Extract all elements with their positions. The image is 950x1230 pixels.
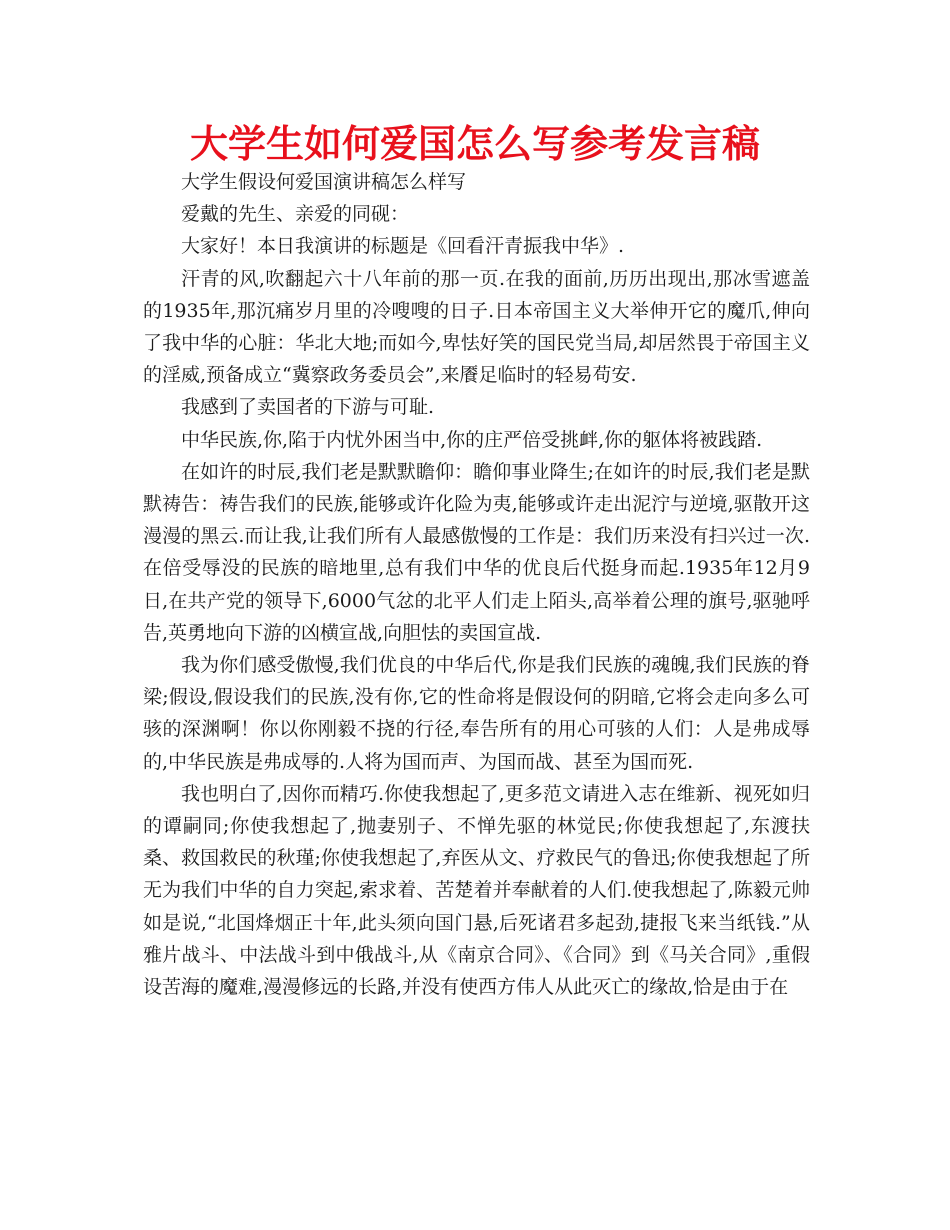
paragraph-salutation: 爱戴的先生、亲爱的同砚： xyxy=(181,203,410,226)
paragraph-shame: 我感到了卖国者的下游与可耻. xyxy=(181,396,435,419)
paragraph-greeting: 大家好！本日我演讲的标题是《回看汗青振我中华》. xyxy=(181,235,625,258)
paragraph-subtitle: 大学生假设何爱国演讲稿怎么样写 xyxy=(181,171,467,193)
paragraph-prayer: 在如许的时辰,我们老是默默瞻仰：瞻仰事业降生;在如许的时辰,我们老是默默祷告：祷告我们的民族,能够或许化险为夷,能够或许走出泥泞与逆境,驱散开这漫漫的黑云.而让我,让我们所有人最感傲慢的工作是：我们历来没有扫兴过一次.在倍受辱没的民族的暗地里,总有我们中华的优良后代挺身而起.1935年12月9日,在共产党的领导下,6000气忿的北平人们走上陌头,高举着公理的旗号,驱驰呼告,英勇地向下游的凶横宣战,向胆怯的卖国宣战. xyxy=(143,460,810,644)
paragraph-pride: 我为你们感受傲慢,我们优良的中华后代,你是我们民族的魂魄,我们民族的脊梁;假设,假设我们的民族,没有你,它的性命将是假设何的阴暗,它将会走向多么可骇的深渊啊！你以你刚毅不挠的行径,奉告所有的用心可骇的人们：人是弗成辱的,中华民族是弗成辱的.人将为国而声、为国而战、甚至为国而死. xyxy=(143,654,810,773)
document-body xyxy=(143,166,810,1003)
document-title: 大学生如何爱国怎么写参考发言稿 xyxy=(189,122,760,166)
paragraph-nation: 中华民族,你,陷于内忧外困当中,你的庄严倍受挑衅,你的躯体将被践踏. xyxy=(181,428,763,451)
paragraph-memory: 我也明白了,因你而精巧.你使我想起了,更多范文请进入志在维新、视死如归的谭嗣同;你使我想起了,抛妻别子、不惮先驱的林觉民;你使我想起了,东渡扶桑、救国救民的秋瑾;你使我想起了,弃医从文、疗救民气的鲁迅;你使我想起了所无为我们中华的自力突起,索求着、苦楚着并奉献着的人们.使我想起了,陈毅元帅如是说,“北国烽烟正十年,此头须向国门悬,后死诸君多起劲,捷报飞来当纸钱.”从雅片战斗、中法战斗到中俄战斗,从《南京合同》、《合同》到《马关合同》,重假设苦海的魔难,漫漫修远的长路,并没有使西方伟人从此灭亡的缘故,恰是由于在 xyxy=(143,782,810,999)
paragraph-history: 汗青的风,吹翻起六十八年前的那一页.在我的面前,历历出现出,那冰雪遮盖的1935年,那沉痛岁月里的冷嗖嗖的日子.日本帝国主义大举伸开它的魔爪,伸向了我中华的心脏：华北大地;而如今,卑怯好笑的国民党当局,却居然畏于帝国主义的淫威,预备成立“冀察政务委员会”,来餍足临时的轻易苟安. xyxy=(143,267,810,387)
